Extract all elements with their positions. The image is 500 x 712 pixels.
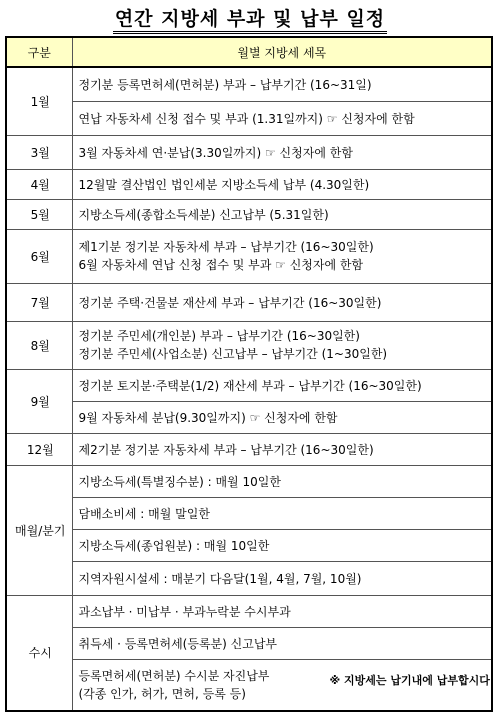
month-may: 5월 [6,199,72,229]
table-row [6,135,492,169]
monthly-item-3: 지방소득세(종업원분) : 매월 10일한 [72,529,492,561]
month-jun: 6월 [6,229,72,283]
aug-item-2: 정기분 주민세(사업소분) 신고납부 – 납부기간 (1~30일한) [78,347,388,361]
anytime-item-2: 취득세 · 등록면허세(등록분) 신고납부 [72,627,492,659]
anytime-item-1: 과소납부 · 미납부 · 부과누락분 수시부과 [72,595,492,627]
table-row [6,101,492,135]
table-row [6,199,492,229]
table-row [6,529,492,561]
jan-item-2: 연납 자동차세 신청 접수 및 부과 (1.31일까지) ☞ 신청자에 한함 [72,101,492,135]
apr-item-1: 12월말 결산법인 법인세분 지방소득세 납부 (4.30일한) [72,169,492,199]
month-apr: 4월 [6,169,72,199]
table-header-row [6,37,492,67]
month-jul: 7월 [6,283,72,321]
table-row [6,465,492,497]
month-sep: 9월 [6,369,72,433]
table-row [6,67,492,101]
table-row [6,229,492,283]
header-items: 월별 지방세 세목 [72,37,492,67]
table-row [6,283,492,321]
jun-items [72,229,492,283]
monthly-item-1: 지방소득세(특별징수분) : 매월 10일한 [72,465,492,497]
sep-item-2: 9월 자동차세 분납(9.30일까지) ☞ 신청자에 한함 [72,401,492,433]
table-row [6,169,492,199]
table-row [6,497,492,529]
table-row [6,369,492,401]
header-category: 구분 [6,37,72,67]
anytime-item-4: (각종 인가, 허가, 면허, 등록 등) [78,686,246,701]
mar-item-1: 3월 자동차세 연·분납(3.30일까지) ☞ 신청자에 한함 [72,135,492,169]
month-jan: 1월 [6,67,72,135]
page-title-text: 연간 지방세 부과 및 납부 일정 [113,8,387,34]
jun-item-1: 제1기분 정기분 자동차세 부과 – 납부기간 (16~30일한) [78,240,374,254]
table-row [6,433,492,465]
page-title [0,4,500,31]
jun-item-2: 6월 자동차세 연납 신청 접수 및 부과 ☞ 신청자에 한함 [78,258,364,272]
jan-item-1: 정기분 등록면허세(면허분) 부과 – 납부기간 (16~31일) [72,67,492,101]
month-anytime: 수시 [6,595,72,711]
monthly-item-4: 지역자원시설세 : 매분기 다음달(1월, 4월, 7월, 10월) [72,561,492,595]
monthly-item-2: 담배소비세 : 매월 말일한 [72,497,492,529]
jul-item-1: 정기분 주택·건물분 재산세 부과 – 납부기간 (16~30일한) [72,283,492,321]
aug-items [72,321,492,369]
sep-item-1: 정기분 토지분·주택분(1/2) 재산세 부과 – 납부기간 (16~30일한) [72,369,492,401]
footnote: ※ 지방세는 납기내에 납부합시다. [329,674,494,687]
anytime-item-3: 등록면허세(면허분) 수시분 자진납부 [78,668,270,683]
dec-item-1: 제2기분 정기분 자동차세 부과 – 납부기간 (16~30일한) [72,433,492,465]
table-row [6,595,492,627]
table-row [6,401,492,433]
month-mar: 3월 [6,135,72,169]
table-row [6,321,492,369]
aug-item-1: 정기분 주민세(개인분) 부과 – 납부기간 (16~30일한) [78,329,360,343]
table-row [6,627,492,659]
month-aug: 8월 [6,321,72,369]
table-row [6,561,492,595]
schedule-table [5,36,493,712]
may-item-1: 지방소득세(종합소득세분) 신고납부 (5.31일한) [72,199,492,229]
month-dec: 12월 [6,433,72,465]
month-monthly: 매월/분기 [6,465,72,595]
